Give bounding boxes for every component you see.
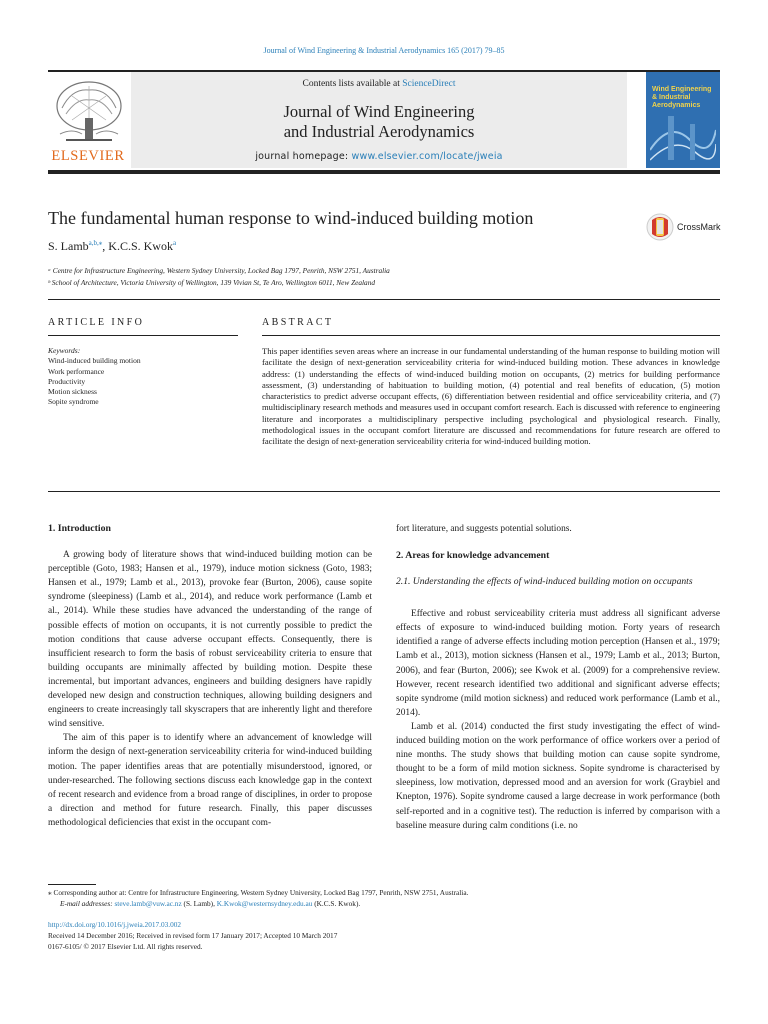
journal-name — [131, 102, 627, 142]
crossmark-label[interactable]: CrossMark — [677, 222, 721, 232]
areas-heading: 2. Areas for knowledge advancement — [396, 550, 550, 562]
left-column — [48, 522, 372, 830]
section-paragraph-1: Effective and robust serviceability criteria must address all significant adverse effects of exposure to wind-induced building motion. Forty years of research identified a range of adverse effects including motion perception (Hansen et al., 1979; Lamb et al., 2013), motion sickness (Hansen et al., 1979; Lamb et al., 2013; Burton, 2006), and fear (Burton, 2006); see Kwok et al. (2009) for a comprehensive review. However, recent research identified two additional and significant adverse effects; sopite syndrome (mild motion sickness) and reduced work performance (Lamb et al., 2014). — [396, 609, 720, 718]
right-column — [396, 522, 720, 833]
keyword-item: Work performance — [48, 366, 105, 376]
elsevier-tree-logo — [52, 78, 126, 148]
author-kwok[interactable]: , K.C.S. Kwok — [102, 239, 173, 253]
article-info-rule — [48, 335, 238, 336]
contents-prefix: Contents lists available at — [302, 79, 403, 89]
abstract-rule — [262, 335, 720, 336]
intro-continuation: fort literature, and suggests potential solutions. — [396, 524, 572, 534]
homepage-link[interactable]: www.elsevier.com/locate/jweia — [351, 151, 503, 162]
journal-cover-graphic — [650, 110, 716, 164]
keywords-block — [48, 346, 141, 408]
corresponding-author-note: ⁎ Corresponding author at: Centre for Infrastructure Engineering, Western Sydney University, Locked Bag 1797, Penrith, NSW 2751, Australia. — [48, 888, 469, 897]
journal-name-line2: and Industrial Aerodynamics — [283, 122, 475, 141]
sciencedirect-link[interactable]: ScienceDirect — [402, 79, 456, 89]
doi-link[interactable]: http://dx.doi.org/10.1016/j.jweia.2017.03.002 — [48, 920, 182, 929]
keyword-item: Productivity — [48, 376, 86, 386]
section-rule-bottom — [48, 491, 720, 492]
affiliation-a: ᵃ Centre for Infrastructure Engineering, Western Sydney University, Locked Bag 1797, Penrith, NSW 2751, Australia — [48, 266, 390, 275]
contents-available-line — [131, 79, 627, 89]
keywords-label: Keywords: — [48, 346, 81, 355]
affiliation-b: ᵇ School of Architecture, Victoria University of Wellington, 139 Vivian St, Te Aro, Wellington 6011, New Zealand — [48, 278, 375, 287]
abstract-heading: ABSTRACT — [262, 317, 334, 328]
email-label: E-mail addresses: — [60, 899, 115, 908]
author-list — [48, 239, 176, 254]
copyright-line: 0167-6105/ © 2017 Elsevier Ltd. All rights reserved. — [48, 942, 203, 951]
introduction-heading: 1. Introduction — [48, 523, 111, 534]
journal-homepage — [131, 151, 627, 162]
author-lamb-affil[interactable]: a,b,⁎ — [88, 239, 103, 247]
author-lamb[interactable]: S. Lamb — [48, 239, 89, 253]
abstract-text: This paper identifies seven areas where an increase in our fundamental understanding of the human response to building motion will facilitate the design of next-generation serviceability criteria for wind-induced building motion. These advances in knowledge address: (1) understanding the effects of wind-induced building motion on occupants, (2) metrics for building performance assessment, (3) understanding of habituation to building motion, (4) potential and real benefits of education, (5) motion characteristics to predict adverse occupant effects, (6) differentiation between residential and office serviceability criteria, and (7) multidisciplinary research methods and measures used in occupant comfort research. Each is discussed with reference to engineering literature and incorporates a multidisciplinary perspective including psychological and physiological research. Finally, methodological issues in the occupant comfort literature are discussed and recommendations for future research are offered to facilitate the design of next-generation serviceability criteria for wind-induced building motion. — [262, 346, 720, 447]
homepage-label: journal homepage: — [255, 151, 352, 162]
email-addresses — [60, 899, 360, 909]
publisher-wordmark: ELSEVIER — [51, 148, 125, 164]
journal-name-line1: Journal of Wind Engineering — [283, 102, 475, 121]
email-link-kwok[interactable]: K.Kwok@westernsydney.edu.au — [216, 899, 313, 908]
email-name-kwok: (K.C.S. Kwok). — [312, 899, 361, 908]
email-name-lamb: (S. Lamb), — [181, 899, 217, 908]
intro-paragraph-2: The aim of this paper is to identify where an advancement of knowledge will inform the design of next-generation serviceability criteria for wind-induced building motion. The paper identifies areas that are potentially misunderstood, ignored, or under-researched. The following sections discuss each knowledge gap in the context of recent research and evidence from a broad range of disciplines, in order to propose a direction and method for future research. Finally, this paper discusses methodological deficiencies that exist in the occupant com- — [48, 733, 372, 828]
keyword-item: Sopite syndrome — [48, 397, 99, 407]
keyword-item: Wind-induced building motion — [48, 356, 141, 366]
footnote-rule — [48, 884, 96, 885]
journal-reference[interactable]: Journal of Wind Engineering & Industrial Aerodynamics 165 (2017) 79–85 — [263, 46, 505, 55]
keyword-item: Motion sickness — [48, 387, 97, 397]
subsection-heading: 2.1. Understanding the effects of wind-induced building motion on occupants — [396, 576, 693, 588]
article-info-heading: ARTICLE INFO — [48, 317, 145, 328]
author-kwok-affil[interactable]: a — [172, 239, 177, 247]
intro-paragraph-1: A growing body of literature shows that wind-induced building motion can be perceptible (Goto, 1983; Hansen et al., 1979), induce motion sickness (Goto, 1983; Hansen et al., 1979; Lamb et al., 2013), provoke fear (Burton, 2006), cause sopite syndrome (sleepiness) (Lamb et al., 2014), and reduce work performance (Lamb et al., 2014). While these studies have advanced the understanding of the range of possible effects of motion on occupants, it is not currently possible to predict the motion conditions that cause adverse occupant effects. Consequently, there is insufficient research to form the basis of robust serviceability criteria to ensure that building occupants are minimally affected by building motion. Despite these incremental, but important advances, engineers and building designers have rapidly developed new design and construction techniques, allowing building designers and engineers to create increasingly tall skyscrapers that are inherently light and therefore wind sensitive. — [48, 550, 372, 730]
email-link-lamb[interactable]: steve.lamb@vuw.ac.nz — [114, 899, 182, 908]
section-rule-top — [48, 299, 720, 300]
received-dates: Received 14 December 2016; Received in revised form 17 January 2017; Accepted 10 March 2017 — [48, 931, 338, 940]
article-title: The fundamental human response to wind-induced building motion — [48, 208, 534, 228]
journal-cover-title: Wind Engineering & Industrial Aerodynamics — [652, 86, 712, 109]
crossmark-icon[interactable] — [646, 212, 674, 242]
header-bottom-rule — [48, 170, 720, 174]
section-paragraph-2: Lamb et al. (2014) conducted the first study investigating the effect of wind-induced building motion on the work performance of office workers over a period of nine months. The study shows that building motion can cause sopite syndrome, thought to be a form of mild motion sickness. Sopite syndrome is characterised by sleepiness, low motivation, depressed mood and an aversion for work (Graybiel and Knepton, 1976). Sopite syndrome caused a large decrease in work performance (both self-reported and in a cognitive test). The reduction is inferred by comparison with a baseline measure during calm conditions (i.e. no — [396, 721, 720, 831]
